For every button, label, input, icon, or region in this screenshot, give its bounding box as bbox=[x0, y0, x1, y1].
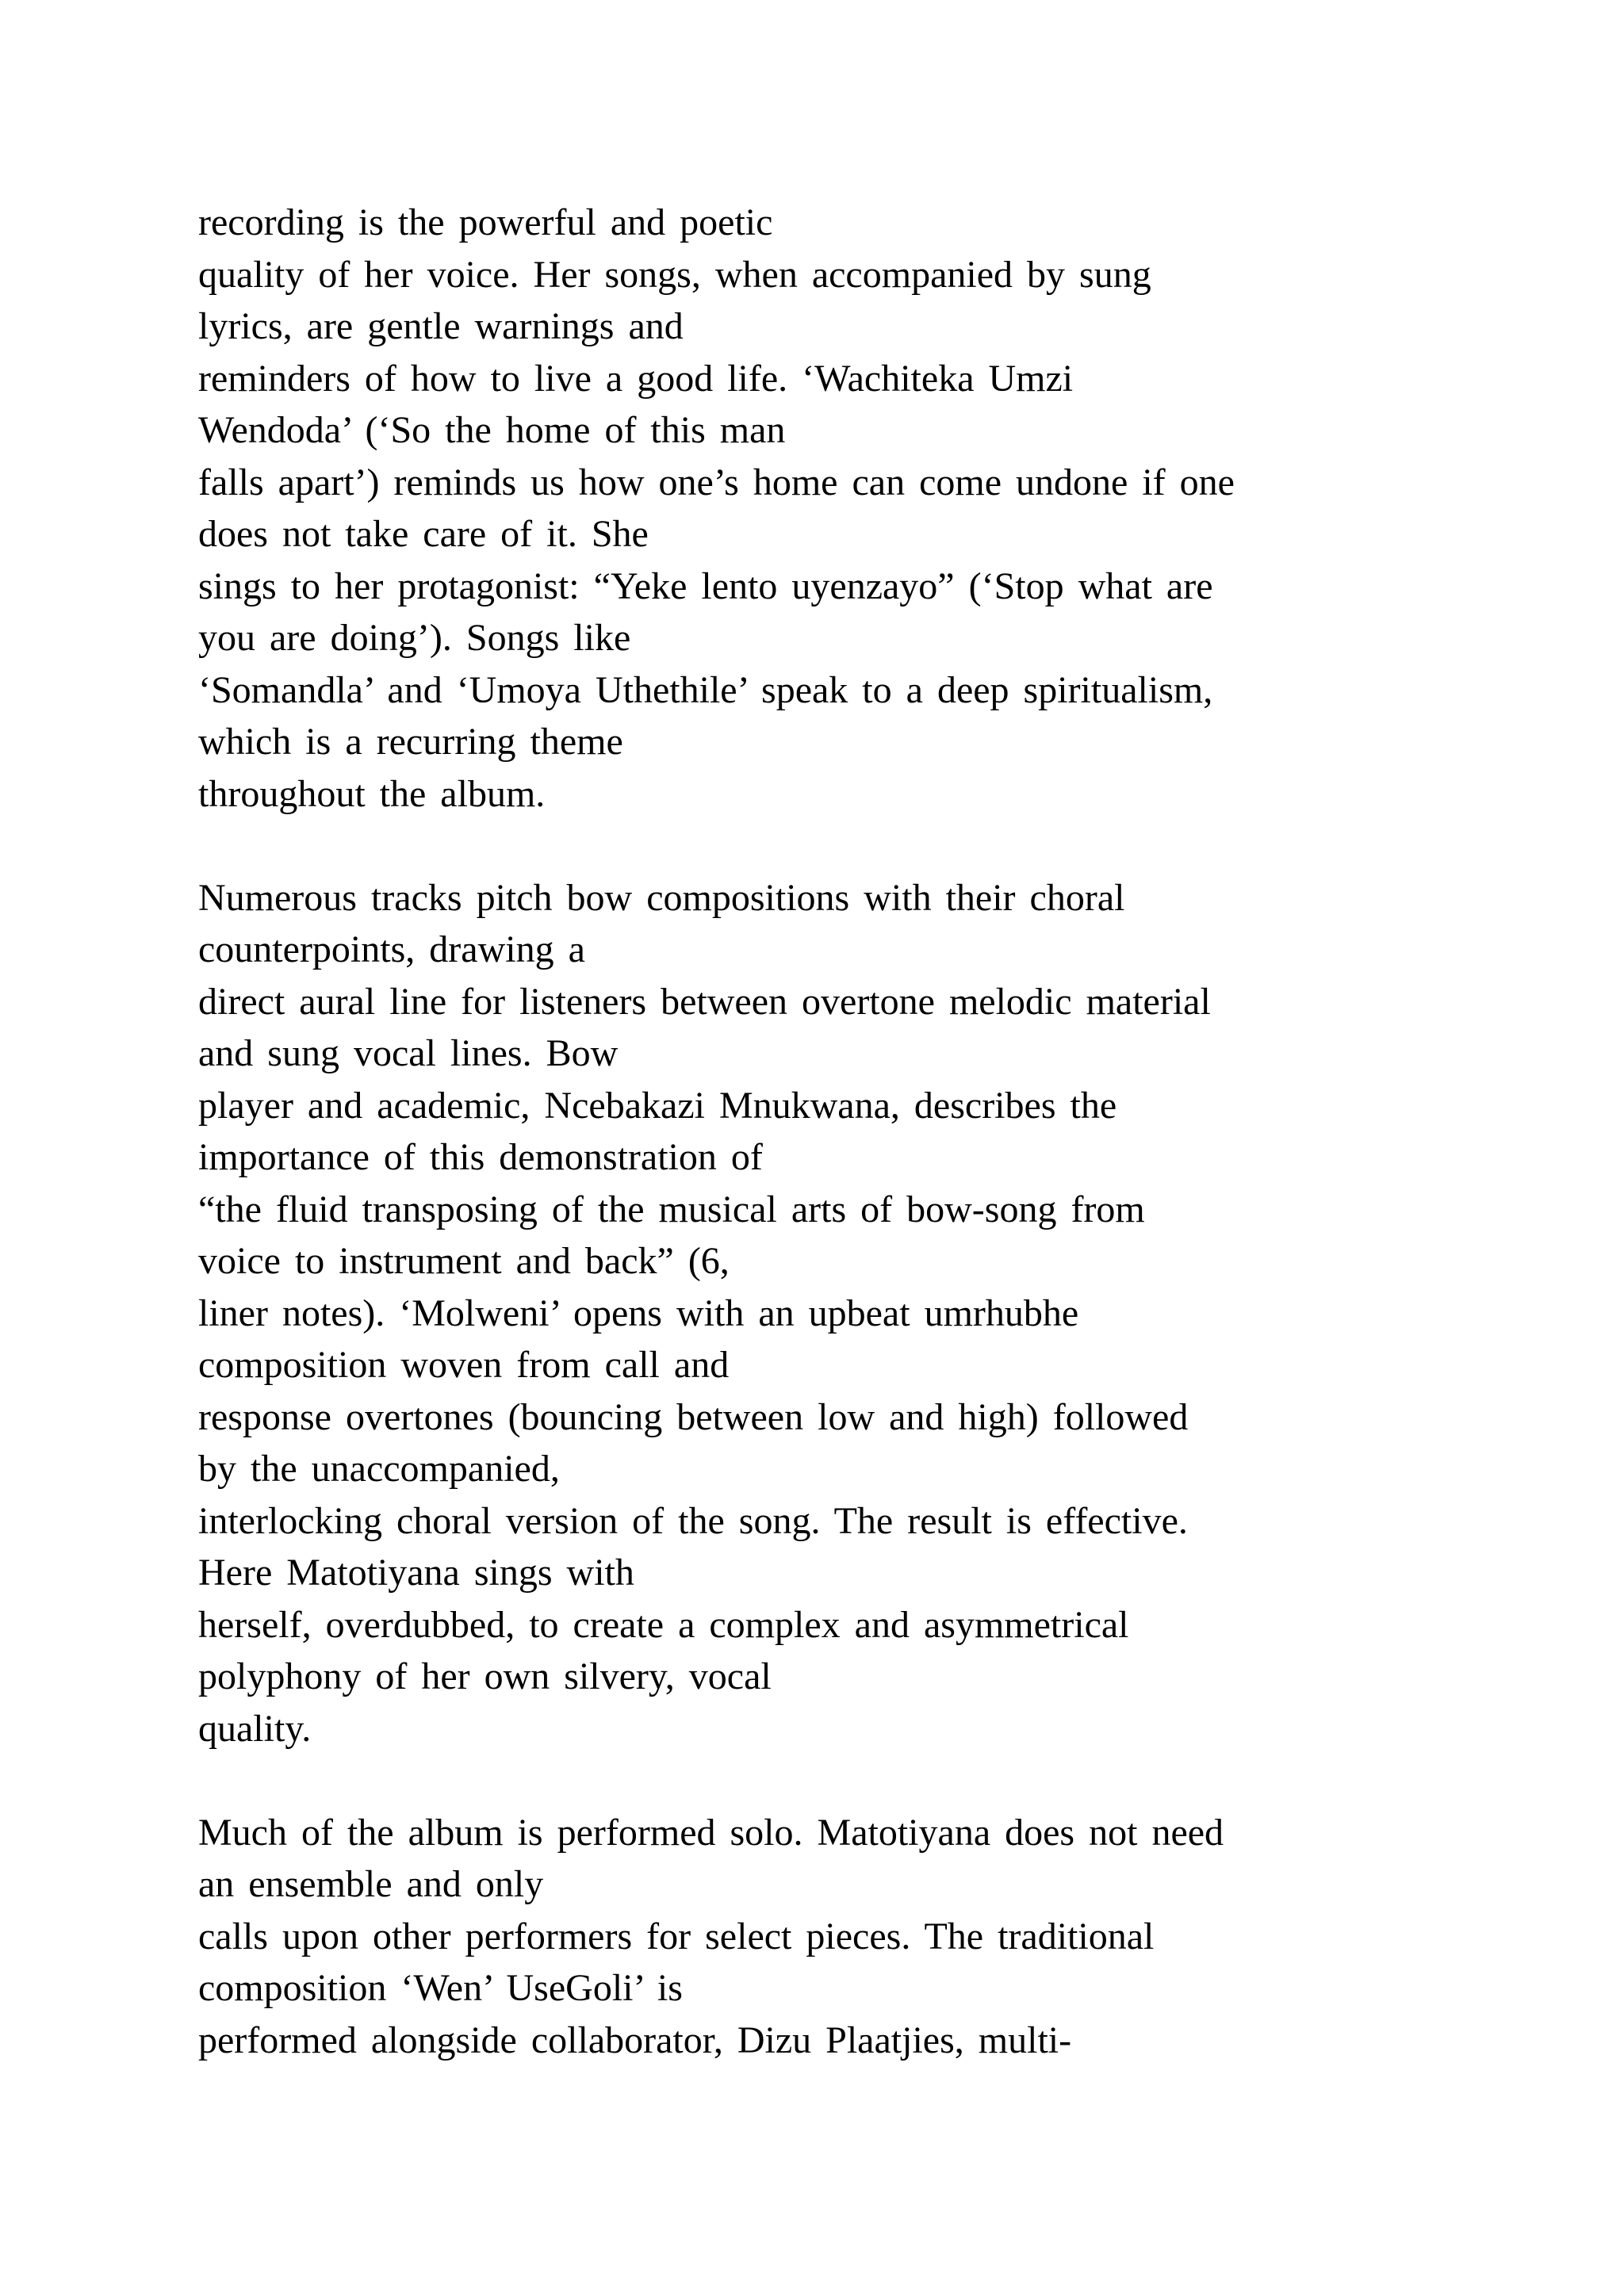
text-line: quality. bbox=[198, 1707, 312, 1750]
text-line: performed alongside collaborator, Dizu Plaatjies, multi- bbox=[198, 2019, 1072, 2061]
text-line: which is a recurring theme bbox=[198, 721, 623, 763]
text-line: lyrics, are gentle warnings and bbox=[198, 305, 684, 347]
text-line: recording is the powerful and poetic bbox=[198, 201, 773, 243]
text-line: calls upon other performers for select pieces. The traditional bbox=[198, 1915, 1155, 1957]
text-line: Here Matotiyana sings with bbox=[198, 1552, 634, 1594]
text-line: direct aural line for listeners between overtone melodic material bbox=[198, 980, 1211, 1023]
text-line: composition woven from call and bbox=[198, 1344, 730, 1386]
text-line: quality of her voice. Her songs, when accompanied by sung bbox=[198, 253, 1151, 296]
text-line: Numerous tracks pitch bow compositions with their choral bbox=[198, 876, 1125, 919]
paragraph-break bbox=[198, 820, 1562, 872]
text-line: an ensemble and only bbox=[198, 1863, 544, 1905]
text-line: does not take care of it. She bbox=[198, 513, 649, 555]
text-line: liner notes). ‘Molweni’ opens with an upbeat umrhubhe bbox=[198, 1292, 1079, 1334]
text-line: voice to instrument and back” (6, bbox=[198, 1240, 730, 1282]
text-line: you are doing’). Songs like bbox=[198, 617, 631, 659]
text-line: interlocking choral version of the song. The result is effective. bbox=[198, 1499, 1188, 1542]
text-line: and sung vocal lines. Bow bbox=[198, 1032, 619, 1074]
text-line: ‘Somandla’ and ‘Umoya Uthethile’ speak to a deep spiritualism, bbox=[198, 668, 1213, 711]
text-line: reminders of how to live a good life. ‘Wachiteka Umzi bbox=[198, 357, 1074, 400]
text-line: “the fluid transposing of the musical arts of bow-song from bbox=[198, 1188, 1145, 1230]
text-line: throughout the album. bbox=[198, 772, 546, 815]
text-line: Much of the album is performed solo. Matotiyana does not need bbox=[198, 1811, 1224, 1854]
paragraph-break bbox=[198, 1755, 1562, 1807]
text-line: response overtones (bouncing between low and high) followed bbox=[198, 1395, 1189, 1438]
body-text bbox=[198, 197, 1562, 2066]
text-line: player and academic, Ncebakazi Mnukwana, describes the bbox=[198, 1084, 1117, 1127]
text-line: composition ‘Wen’ UseGoli’ is bbox=[198, 1967, 683, 2009]
text-line: Wendoda’ (‘So the home of this man bbox=[198, 409, 786, 451]
text-line: importance of this demonstration of bbox=[198, 1136, 763, 1178]
text-line: counterpoints, drawing a bbox=[198, 928, 585, 970]
text-line: falls apart’) reminds us how one’s home can come undone if one bbox=[198, 461, 1235, 503]
text-line: polyphony of her own silvery, vocal bbox=[198, 1655, 772, 1697]
text-line: herself, overdubbed, to create a complex and asymmetrical bbox=[198, 1603, 1129, 1646]
text-line: sings to her protagonist: “Yeke lento uyenzayo” (‘Stop what are bbox=[198, 564, 1213, 607]
text-line: by the unaccompanied, bbox=[198, 1448, 560, 1490]
